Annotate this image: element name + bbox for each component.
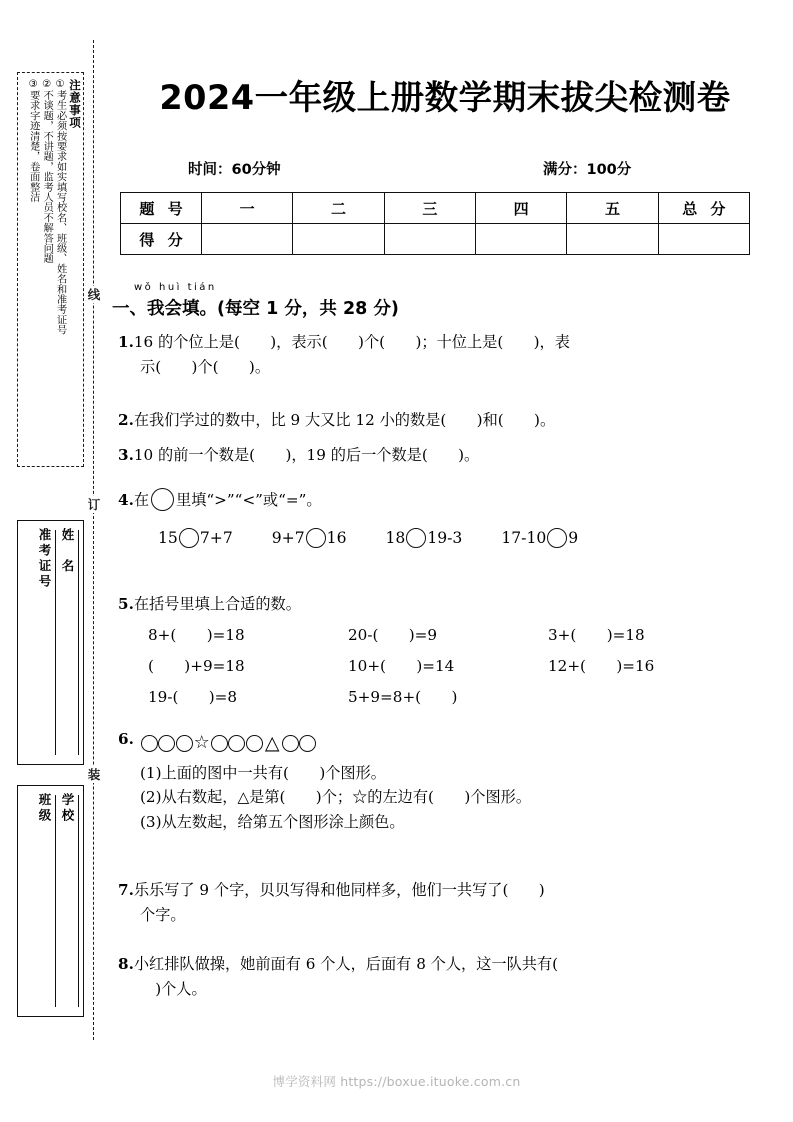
score-cell[interactable]	[293, 224, 384, 255]
question-4	[118, 488, 788, 578]
comparison-item	[385, 526, 462, 551]
school-identity-box[interactable]	[17, 785, 84, 1017]
field-label: 准考证号	[37, 528, 52, 590]
question-8	[118, 952, 788, 1001]
question-prompt-after: 里填“>”“<”或“=”。	[176, 491, 322, 509]
question-text: 16 的个位上是( )，表示( )个( )；十位上是( )，表	[133, 333, 570, 351]
score-table-col-header: 三	[384, 193, 475, 224]
exam-meta-row	[110, 158, 770, 180]
question-number: 8.	[118, 955, 134, 973]
equation: 20-( )=9	[348, 626, 438, 644]
question-7	[118, 878, 788, 927]
field-label: 姓 名	[60, 528, 75, 575]
score-cell[interactable]	[384, 224, 475, 255]
comparison-circle-icon[interactable]	[306, 528, 326, 548]
comparison-item	[501, 526, 578, 551]
question-text: 小红排队做操，她前面有 6 个人，后面有 8 个人，这一队共有(	[133, 955, 559, 973]
question-line	[118, 952, 788, 977]
circle-icon	[141, 735, 158, 752]
field-label: 班级	[37, 793, 52, 824]
score-cell[interactable]	[475, 224, 566, 255]
score-cell[interactable]	[567, 224, 658, 255]
question-number: 6.	[118, 730, 134, 748]
equation: ( )+9=18	[148, 657, 245, 676]
score-cell[interactable]	[202, 224, 293, 255]
equation: 8+( )=18	[148, 626, 245, 644]
circle-icon	[282, 735, 299, 752]
question-1	[118, 330, 788, 379]
question-line: 示( )个( )。	[140, 357, 271, 376]
seal-marker-zhuang: 装	[87, 767, 101, 782]
question-line: )个人。	[140, 979, 207, 998]
field-class[interactable]	[35, 793, 56, 1009]
comparison-circle-icon[interactable]	[406, 528, 426, 548]
question-prompt-before: 在	[133, 491, 150, 509]
question-number: 7.	[118, 881, 134, 899]
write-rule	[55, 795, 56, 1007]
student-identity-box[interactable]	[17, 520, 84, 765]
comparison-circle-icon	[151, 488, 174, 511]
comparison-left: 17-10	[501, 529, 547, 547]
notice-item: ③要求字迹清楚，卷面整洁	[27, 79, 39, 203]
shape-sequence	[141, 730, 317, 755]
question-number: 2.	[118, 411, 134, 429]
question-text: 乐乐写了 9 个字，贝贝写得和他同样多，他们一共写了( )	[133, 881, 545, 899]
write-rule	[78, 530, 79, 755]
question-line	[118, 727, 788, 755]
question-text: 在我们学过的数中，比 9 大又比 12 小的数是( )和( )。	[133, 411, 556, 429]
question-line: 个字。	[140, 905, 186, 924]
equation: 10+( )=14	[348, 657, 455, 676]
score-table	[120, 192, 750, 255]
table-row-scores	[121, 224, 750, 255]
table-row-header	[121, 193, 750, 224]
footer-watermark: 博学资料网 https://boxue.ituoke.com.cn	[272, 1074, 521, 1089]
score-cell[interactable]	[658, 224, 749, 255]
triangle-icon: △	[264, 731, 280, 754]
comparison-right: 9	[568, 529, 579, 547]
question-number: 5.	[118, 595, 134, 613]
comparison-left: 9+7	[271, 529, 305, 547]
sub-question: (2)从右数起，△是第( )个；☆的左边有( )个图形。	[140, 788, 532, 807]
sub-question: (3)从左数起，给第五个图形涂上颜色。	[140, 812, 405, 831]
question-line	[118, 330, 788, 355]
comparison-circle-icon[interactable]	[179, 528, 199, 548]
seal-marker-xian: 线	[87, 287, 101, 302]
exam-title: 2024一年级上册数学期末拔尖检测卷	[159, 78, 731, 117]
circle-icon	[211, 735, 228, 752]
notice-label: 注意事项	[68, 79, 82, 129]
score-table-col-header: 总 分	[658, 193, 749, 224]
equation-row	[148, 620, 768, 651]
comparison-left: 18	[385, 529, 406, 547]
circle-icon	[246, 735, 263, 752]
question-line	[118, 443, 788, 468]
question-number: 4.	[118, 491, 134, 509]
notice-item: ②不谈题，不讲题，监考人员不解答问题	[41, 79, 53, 264]
notice-item-list	[26, 79, 66, 462]
question-line	[118, 878, 788, 903]
question-number: 1.	[118, 333, 134, 351]
question-text: 10 的前一个数是( )，19 的后一个数是( )。	[133, 446, 480, 464]
equation-row	[148, 682, 768, 713]
section-title: 一、我会填。(每空 1 分，共 28 分)	[112, 299, 399, 319]
field-student-name[interactable]	[58, 528, 79, 757]
notice-item: ①考生必须按要求如实填写校名、班级、姓名和准考证号	[54, 79, 66, 335]
score-table-row-label: 题 号	[121, 193, 202, 224]
seal-marker-ding: 订	[87, 497, 101, 512]
comparison-right: 16	[326, 529, 347, 547]
question-prompt: 在括号里填上合适的数。	[133, 595, 301, 613]
exam-notice-box	[17, 72, 84, 467]
score-table-col-header: 一	[202, 193, 293, 224]
circle-icon	[299, 735, 316, 752]
question-number: 3.	[118, 446, 134, 464]
write-rule	[78, 795, 79, 1007]
comparison-right: 7+7	[199, 529, 233, 547]
comparison-circle-icon[interactable]	[547, 528, 567, 548]
circle-icon	[158, 735, 175, 752]
sub-question: (1)上面的图中一共有( )个图形。	[140, 763, 386, 782]
circle-icon	[228, 735, 245, 752]
question-2	[118, 408, 788, 433]
comparison-item	[272, 526, 347, 551]
comparison-right: 19-3	[427, 529, 463, 547]
exam-total-score: 满分：100分	[543, 162, 632, 178]
equation: 5+9=8+( )	[348, 688, 458, 707]
exam-duration: 时间：60分钟	[188, 162, 281, 178]
section-pinyin: wǒ huì tián	[134, 282, 217, 293]
equation: 12+( )=16	[548, 657, 655, 676]
write-rule	[55, 530, 56, 755]
equation: 3+( )=18	[548, 626, 645, 644]
field-exam-number[interactable]	[35, 528, 56, 757]
question-line	[118, 488, 788, 513]
question-5	[118, 592, 788, 722]
question-6	[118, 727, 788, 862]
equation: 19-( )=8	[148, 688, 238, 707]
seal-binding-column	[0, 0, 110, 1122]
equation-grid	[148, 620, 768, 713]
exam-paper-body	[110, 0, 793, 1122]
circle-icon	[176, 735, 193, 752]
comparison-row	[158, 526, 578, 551]
question-line	[118, 592, 788, 617]
question-3	[118, 443, 788, 468]
question-line	[118, 408, 788, 433]
field-label: 学校	[60, 793, 75, 824]
field-school[interactable]	[58, 793, 79, 1009]
binding-dashed-line	[93, 40, 94, 1040]
comparison-left: 15	[158, 529, 178, 547]
equation-row	[148, 651, 768, 682]
score-table-row-label: 得 分	[121, 224, 202, 255]
star-icon: ☆	[193, 731, 210, 753]
score-table-col-header: 五	[567, 193, 658, 224]
comparison-item	[158, 526, 233, 551]
score-table-col-header: 二	[293, 193, 384, 224]
score-table-col-header: 四	[475, 193, 566, 224]
